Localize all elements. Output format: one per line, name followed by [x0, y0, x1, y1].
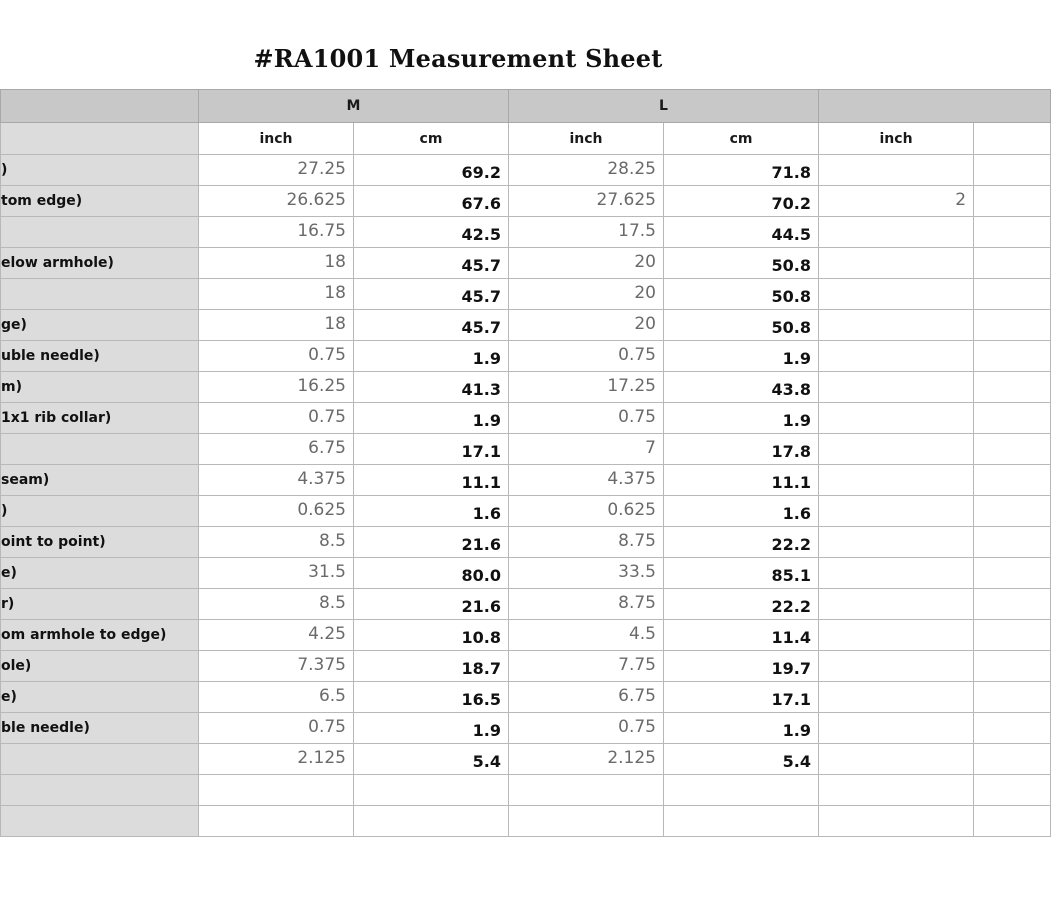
table-row [1, 403, 1051, 434]
cell-l-cm[interactable]: 5.4 [664, 744, 819, 775]
cell-l-cm[interactable]: 1.9 [664, 713, 819, 744]
unit-header-next-cm[interactable] [974, 123, 1051, 155]
cell-m-cm[interactable]: 1.9 [354, 403, 509, 434]
cell-m-inch[interactable]: 6.5 [199, 682, 354, 713]
row-label-text: oint to point) [1, 534, 106, 550]
cell-l-inch[interactable]: 0.75 [509, 341, 664, 372]
cell-next-inch[interactable] [819, 527, 974, 558]
cell-l-cm[interactable]: 17.1 [664, 682, 819, 713]
row-label[interactable] [1, 713, 199, 744]
cell-l-cm[interactable]: 71.8 [664, 155, 819, 186]
cell-l-cm[interactable]: 1.9 [664, 341, 819, 372]
cell-m-inch[interactable] [199, 775, 354, 806]
cell-next-inch[interactable] [819, 589, 974, 620]
cell-l-inch[interactable]: 7 [509, 434, 664, 465]
cell-m-cm[interactable]: 5.4 [354, 744, 509, 775]
cell-m-inch[interactable] [199, 806, 354, 837]
cell-m-inch[interactable]: 26.625 [199, 186, 354, 217]
cell-next-inch[interactable] [819, 806, 974, 837]
cell-next-cm[interactable] [974, 682, 1051, 713]
cell-next-cm[interactable] [974, 775, 1051, 806]
row-label-text: e) [1, 565, 17, 581]
table-row [1, 279, 1051, 310]
row-label-text: m) [1, 379, 22, 395]
cell-m-cm[interactable]: 80.0 [354, 558, 509, 589]
table-row [1, 248, 1051, 279]
cell-m-cm[interactable]: 1.9 [354, 713, 509, 744]
cell-next-inch[interactable]: 2 [819, 186, 974, 217]
cell-l-inch[interactable]: 0.625 [509, 496, 664, 527]
cell-m-inch[interactable]: 18 [199, 248, 354, 279]
cell-l-cm[interactable]: 85.1 [664, 558, 819, 589]
size-header-corner[interactable] [1, 90, 199, 123]
cell-next-cm[interactable] [974, 527, 1051, 558]
cell-m-cm[interactable]: 10.8 [354, 620, 509, 651]
cell-l-inch[interactable]: 33.5 [509, 558, 664, 589]
cell-m-inch[interactable]: 0.75 [199, 403, 354, 434]
cell-m-inch[interactable]: 8.5 [199, 589, 354, 620]
cell-m-cm[interactable]: 1.6 [354, 496, 509, 527]
cell-l-cm[interactable] [664, 806, 819, 837]
row-label[interactable] [1, 465, 199, 496]
cell-next-cm[interactable] [974, 310, 1051, 341]
cell-next-cm[interactable] [974, 217, 1051, 248]
row-label-text: r) [1, 596, 15, 612]
cell-l-inch[interactable]: 28.25 [509, 155, 664, 186]
row-label-text: ble needle) [1, 720, 90, 736]
row-label[interactable] [1, 434, 199, 465]
cell-m-inch[interactable]: 0.75 [199, 713, 354, 744]
cell-m-cm[interactable]: 16.5 [354, 682, 509, 713]
cell-next-inch[interactable] [819, 341, 974, 372]
table-row [1, 310, 1051, 341]
row-label-text: ole) [1, 658, 32, 674]
table-row [1, 465, 1051, 496]
cell-l-inch[interactable]: 4.5 [509, 620, 664, 651]
table-row [1, 341, 1051, 372]
table-row [1, 682, 1051, 713]
row-label[interactable] [1, 217, 199, 248]
cell-next-cm[interactable] [974, 186, 1051, 217]
table-row [1, 589, 1051, 620]
unit-header-l-inch[interactable]: inch [509, 123, 664, 155]
row-label[interactable] [1, 651, 199, 682]
cell-l-inch[interactable]: 20 [509, 279, 664, 310]
cell-m-inch[interactable]: 8.5 [199, 527, 354, 558]
cell-l-cm[interactable] [664, 775, 819, 806]
row-label[interactable] [1, 527, 199, 558]
row-label-text: elow armhole) [1, 255, 114, 271]
unit-header-corner[interactable] [1, 123, 199, 155]
row-label[interactable] [1, 744, 199, 775]
cell-l-inch[interactable]: 0.75 [509, 403, 664, 434]
table-row [1, 496, 1051, 527]
cell-next-inch[interactable] [819, 372, 974, 403]
size-header-row [1, 90, 1051, 123]
cell-m-inch[interactable]: 18 [199, 310, 354, 341]
cell-m-inch[interactable]: 4.375 [199, 465, 354, 496]
cell-next-cm[interactable] [974, 806, 1051, 837]
cell-m-cm[interactable] [354, 775, 509, 806]
cell-next-inch[interactable] [819, 310, 974, 341]
row-label[interactable] [1, 186, 199, 217]
size-header-next[interactable] [819, 90, 1051, 123]
cell-m-cm[interactable] [354, 806, 509, 837]
cell-l-cm[interactable]: 50.8 [664, 279, 819, 310]
cell-next-cm[interactable] [974, 713, 1051, 744]
table-row [1, 155, 1051, 186]
unit-header-next-inch[interactable]: inch [819, 123, 974, 155]
cell-m-cm[interactable]: 41.3 [354, 372, 509, 403]
row-label-text: seam) [1, 472, 50, 488]
cell-next-cm[interactable] [974, 496, 1051, 527]
cell-m-cm[interactable]: 21.6 [354, 589, 509, 620]
measurement-table [0, 89, 1051, 837]
table-row [1, 806, 1051, 837]
cell-next-inch[interactable] [819, 775, 974, 806]
row-label-text: om armhole to edge) [1, 627, 167, 643]
cell-next-cm[interactable] [974, 744, 1051, 775]
cell-m-inch[interactable]: 27.25 [199, 155, 354, 186]
cell-l-inch[interactable] [509, 775, 664, 806]
cell-next-inch[interactable] [819, 434, 974, 465]
cell-l-inch[interactable] [509, 806, 664, 837]
cell-next-cm[interactable] [974, 341, 1051, 372]
cell-next-cm[interactable] [974, 279, 1051, 310]
cell-l-cm[interactable]: 43.8 [664, 372, 819, 403]
unit-header-l-cm[interactable]: cm [664, 123, 819, 155]
cell-next-cm[interactable] [974, 651, 1051, 682]
table-row [1, 713, 1051, 744]
cell-l-cm[interactable]: 11.1 [664, 465, 819, 496]
cell-l-inch[interactable]: 2.125 [509, 744, 664, 775]
cell-l-cm[interactable]: 22.2 [664, 527, 819, 558]
cell-next-inch[interactable] [819, 217, 974, 248]
cell-l-inch[interactable]: 20 [509, 310, 664, 341]
cell-l-cm[interactable]: 50.8 [664, 310, 819, 341]
cell-l-cm[interactable]: 22.2 [664, 589, 819, 620]
size-header-l[interactable]: L [509, 90, 819, 123]
cell-l-inch[interactable]: 17.5 [509, 217, 664, 248]
cell-next-inch[interactable] [819, 155, 974, 186]
row-label[interactable] [1, 558, 199, 589]
row-label-text: ge) [1, 317, 27, 333]
cell-m-inch[interactable]: 7.375 [199, 651, 354, 682]
cell-next-cm[interactable] [974, 403, 1051, 434]
cell-next-inch[interactable] [819, 558, 974, 589]
cell-l-inch[interactable]: 8.75 [509, 589, 664, 620]
row-label[interactable] [1, 589, 199, 620]
row-label-text: e) [1, 689, 17, 705]
cell-next-inch[interactable] [819, 682, 974, 713]
row-label[interactable] [1, 775, 199, 806]
cell-m-cm[interactable]: 69.2 [354, 155, 509, 186]
cell-m-inch[interactable]: 2.125 [199, 744, 354, 775]
row-label[interactable] [1, 682, 199, 713]
cell-l-inch[interactable]: 4.375 [509, 465, 664, 496]
cell-next-inch[interactable] [819, 403, 974, 434]
unit-header-m-inch[interactable]: inch [199, 123, 354, 155]
cell-next-cm[interactable] [974, 465, 1051, 496]
table-row [1, 434, 1051, 465]
cell-m-cm[interactable]: 1.9 [354, 341, 509, 372]
row-label-text: ) [1, 162, 8, 178]
cell-m-cm[interactable]: 45.7 [354, 279, 509, 310]
cell-m-cm[interactable]: 45.7 [354, 248, 509, 279]
cell-l-cm[interactable]: 19.7 [664, 651, 819, 682]
cell-m-inch[interactable]: 31.5 [199, 558, 354, 589]
cell-m-inch[interactable]: 16.25 [199, 372, 354, 403]
cell-next-inch[interactable] [819, 744, 974, 775]
row-label-text: uble needle) [1, 348, 100, 364]
cell-next-cm[interactable] [974, 558, 1051, 589]
unit-header-row [1, 123, 1051, 155]
cell-m-cm[interactable]: 11.1 [354, 465, 509, 496]
cell-l-inch[interactable]: 8.75 [509, 527, 664, 558]
table-row [1, 527, 1051, 558]
table-row [1, 186, 1051, 217]
cell-next-cm[interactable] [974, 248, 1051, 279]
cell-m-inch[interactable]: 6.75 [199, 434, 354, 465]
cell-next-inch[interactable] [819, 496, 974, 527]
table-row [1, 620, 1051, 651]
row-label[interactable] [1, 279, 199, 310]
cell-l-inch[interactable]: 6.75 [509, 682, 664, 713]
cell-l-inch[interactable]: 20 [509, 248, 664, 279]
row-label-text: ) [1, 503, 8, 519]
row-label[interactable] [1, 155, 199, 186]
row-label[interactable] [1, 806, 199, 837]
cell-next-inch[interactable] [819, 465, 974, 496]
cell-next-inch[interactable] [819, 279, 974, 310]
cell-next-inch[interactable] [819, 620, 974, 651]
cell-m-inch[interactable]: 0.625 [199, 496, 354, 527]
row-label[interactable] [1, 496, 199, 527]
table-row [1, 744, 1051, 775]
row-label[interactable] [1, 403, 199, 434]
cell-next-cm[interactable] [974, 434, 1051, 465]
cell-l-cm[interactable]: 1.9 [664, 403, 819, 434]
cell-l-cm[interactable]: 17.8 [664, 434, 819, 465]
table-row [1, 775, 1051, 806]
cell-m-inch[interactable]: 16.75 [199, 217, 354, 248]
cell-l-cm[interactable]: 44.5 [664, 217, 819, 248]
table-row [1, 558, 1051, 589]
row-label[interactable] [1, 372, 199, 403]
cell-m-cm[interactable]: 18.7 [354, 651, 509, 682]
cell-m-cm[interactable]: 21.6 [354, 527, 509, 558]
row-label-text: tom edge) [1, 193, 83, 209]
cell-l-inch[interactable]: 0.75 [509, 713, 664, 744]
cell-m-cm[interactable]: 17.1 [354, 434, 509, 465]
cell-m-cm[interactable]: 42.5 [354, 217, 509, 248]
cell-next-cm[interactable] [974, 589, 1051, 620]
cell-m-inch[interactable]: 0.75 [199, 341, 354, 372]
cell-next-cm[interactable] [974, 620, 1051, 651]
table-row [1, 651, 1051, 682]
table-row [1, 372, 1051, 403]
cell-l-inch[interactable]: 17.25 [509, 372, 664, 403]
cell-next-inch[interactable] [819, 248, 974, 279]
measurement-table-viewport [0, 89, 967, 863]
cell-next-cm[interactable] [974, 372, 1051, 403]
cell-l-cm[interactable]: 11.4 [664, 620, 819, 651]
cell-l-cm[interactable]: 70.2 [664, 186, 819, 217]
cell-m-inch[interactable]: 4.25 [199, 620, 354, 651]
cell-l-inch[interactable]: 27.625 [509, 186, 664, 217]
cell-l-cm[interactable]: 50.8 [664, 248, 819, 279]
row-label[interactable] [1, 620, 199, 651]
row-label[interactable] [1, 341, 199, 372]
cell-l-cm[interactable]: 1.6 [664, 496, 819, 527]
row-label-text: 1x1 rib collar) [1, 410, 112, 426]
unit-header-m-cm[interactable]: cm [354, 123, 509, 155]
cell-next-inch[interactable] [819, 651, 974, 682]
cell-l-inch[interactable]: 7.75 [509, 651, 664, 682]
cell-m-cm[interactable]: 67.6 [354, 186, 509, 217]
cell-next-cm[interactable] [974, 155, 1051, 186]
cell-m-inch[interactable]: 18 [199, 279, 354, 310]
size-header-m[interactable]: M [199, 90, 509, 123]
cell-m-cm[interactable]: 45.7 [354, 310, 509, 341]
row-label[interactable] [1, 248, 199, 279]
table-row [1, 217, 1051, 248]
sheet-title: #RA1001 Measurement Sheet [253, 44, 663, 73]
cell-next-inch[interactable] [819, 713, 974, 744]
row-label[interactable] [1, 310, 199, 341]
